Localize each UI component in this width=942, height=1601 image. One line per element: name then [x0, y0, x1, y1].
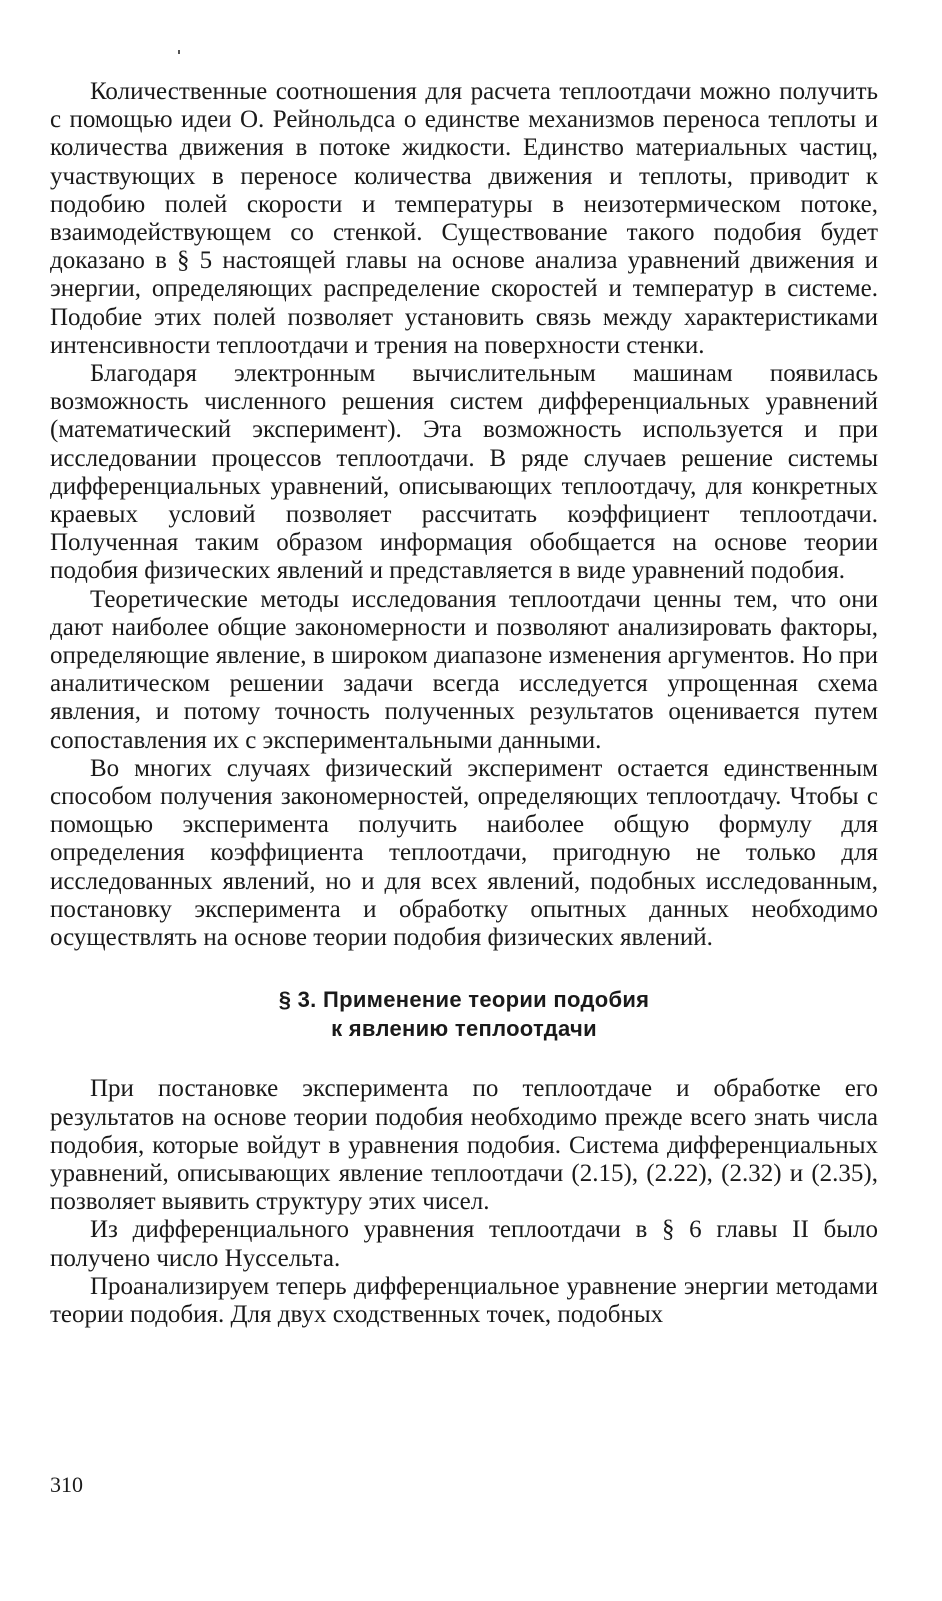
paragraph-5: При постановке эксперимента по теплоотдаче и обработке его результатов на основе теории подобия необходимо прежде всего знать числа подобия, которые войдут в уравнения подобия. Система дифференциальных уравнений, описывающих явление теплоотдачи (2.15), (2.22), (2.32) и (2.35), позволяет выявить структуру этих чисел.: [50, 1075, 878, 1216]
page-number: 310: [50, 1472, 83, 1497]
paragraph-6: Из дифференциального уравнения теплоотдачи в § 6 главы II было получено число Нуссельта.: [50, 1216, 878, 1272]
section-heading-line-2: к явлению теплоотдачи: [331, 1016, 597, 1042]
scan-speck: [178, 50, 180, 54]
paragraph-7: Проанализируем теперь дифференциальное уравнение энергии методами теории подобия. Для двух сходственных точек, подобных: [50, 1272, 878, 1328]
paragraph-4: Во многих случаях физический эксперимент остается единственным способом получения закономерностей, определяющих теплоотдачу. Чтобы с помощью эксперимента получить наиболее общую формулу для определения коэффициента теплоотдачи, пригодную не только для исследованных явлений, но и для всех явлений, подобных исследованным, постановку эксперимента и обработку опытных данных необходимо осуществлять на основе теории подобия физических явлений.: [50, 754, 878, 952]
paragraph-3: Теоретические методы исследования теплоотдачи ценны тем, что они дают наиболее общие закономерности и позволяют анализировать факторы, определяющие явление, в широком диапазоне изменения аргументов. Но при аналитическом решении задачи всегда исследуется упрощенная схема явления, и потому точность полученных результатов оценивается путем сопоставления их с экспериментальными данными.: [50, 585, 878, 754]
section-heading-line-1: § 3. Применение теории подобия: [278, 987, 650, 1013]
paragraph-1: Количественные соотношения для расчета теплоотдачи можно получить с помощью идеи О. Рейнольдса о единстве механизмов переноса теплоты и количества движения в потоке жидкости. Единство материальных частиц, участвующих в переносе количества движения и теплоты, приводит к подобию полей скорости и температуры в неизотермическом потоке, взаимодействующем со стенкой. Существование такого подобия будет доказано в § 5 настоящей главы на основе анализа уравнений движения и энергии, определяющих распределение скоростей и температур в системе. Подобие этих полей позволяет установить связь между характеристиками интенсивности теплоотдачи и трения на поверхности стенки.: [50, 78, 878, 359]
page-body: [50, 78, 878, 1329]
paragraph-2: Благодаря электронным вычислительным машинам появилась возможность численного решения систем дифференциальных уравнений (математический эксперимент). Эта возможность используется и при исследовании процессов теплоотдачи. В ряде случаев решение системы дифференциальных уравнений, описывающих теплоотдачу, для конкретных краевых условий позволяет рассчитать коэффициент теплоотдачи. Полученная таким образом информация обобщается на основе теории подобия физических явлений и представляется в виде уравнений подобия.: [50, 360, 878, 585]
section-heading: [50, 985, 878, 1043]
